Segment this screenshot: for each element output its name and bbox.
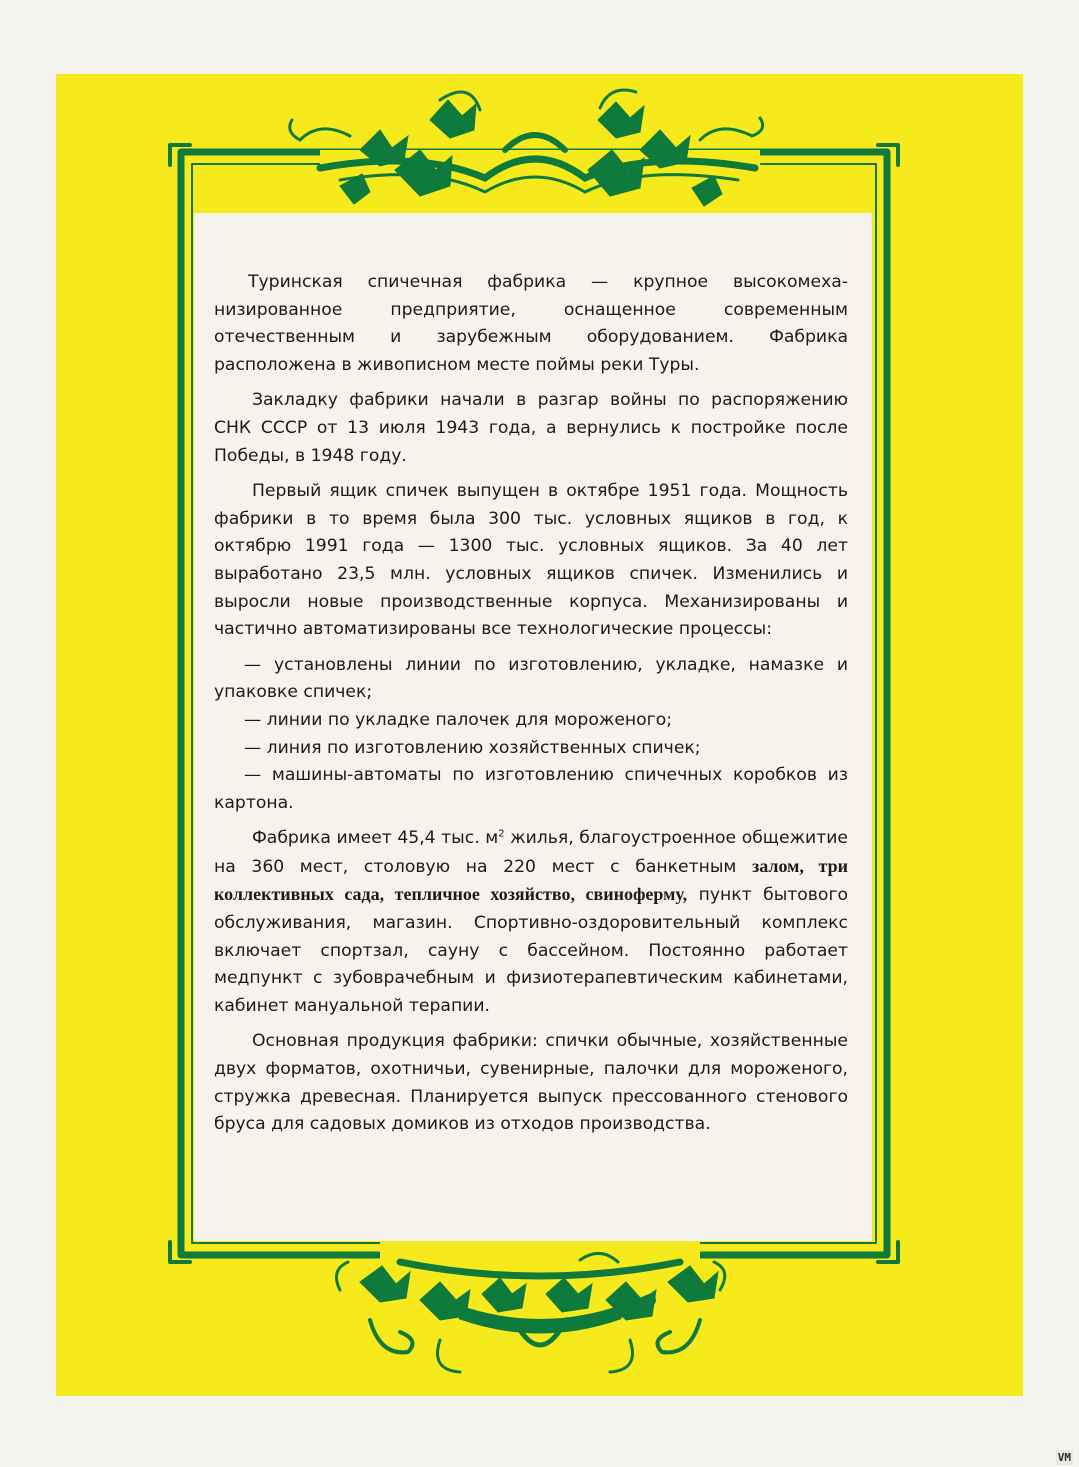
list-item: — линия по изготовлению хозяйственных спичек; [244,737,701,758]
ivy-leaves-ornament-icon [336,1236,724,1372]
facilities-text-a: Фабрика имеет 45,4 тыс. м [252,828,499,849]
list-item: — установлены линии по изготовлению, укладке, намазке и упаковке спичек; [214,654,848,703]
facilities-text-d: пункт бытового обслуживания, магазин. Спортивно-оздоровительный комплекс включает спортзал, сауну с бассейном. Постоянно работает медпункт с зубоврачебным и физиотерапевтическим кабинетами, кабинет мануальной терапии. [214,885,848,1016]
facilities-text-c: залом, три коллективных сада, тепличное хозяйство, свиноферму, [214,855,848,905]
corner-mark: VM [1057,1451,1071,1464]
superscript-two: 2 [498,828,505,840]
list-item: — линии по укладке палочек для мороженого; [244,709,673,730]
ivy-leaves-ornament-icon [290,90,763,206]
text-panel [194,213,872,1241]
paragraph-products: Основная продукция фабрики: спички обычные, хозяйственные двух форматов, охотничьи, сувенирные, палочки для мороженого, стружка древесная. Планируется выпуск прессованного стенового бруса для садовых домиков из отходов производства. [214,1031,848,1135]
paragraph-history: Закладку фабрики начали в разгар войны по распоряжению СНК СССР от 13 июля 1943 года, а вернулись к постройке после Победы, в 1948 году. [214,390,848,466]
facilities-text-b: жилья, благоустроенное общежитие на 360 мест, столовую на 220 мест с банкетным [214,828,848,877]
paragraph-intro: Туринская спичечная фабрика — крупное высокомеханизированное предприятие, оснащенное современным отечественным и зарубежным оборудованием. Фабрика расположена в живописном месте поймы реки Туры. [214,272,848,375]
process-list [214,652,848,818]
paragraph-facilities [214,825,848,1020]
list-item: — машины-автоматы по изготовлению спичечных коробков из картона. [214,765,848,813]
paragraph-capacity: Первый ящик спичек выпущен в октябре 1951 года. Мощность фабрики в то время была 300 тыс. условных ящиков в год, к октябрю 1991 года — 1300 тыс. условных ящиков. За 40 лет выработано 23,5 млн. условных ящиков спичек. Изменились и выросли новые производственные корпуса. Механизированы и частично автоматизированы все технологические процессы: [214,481,848,640]
